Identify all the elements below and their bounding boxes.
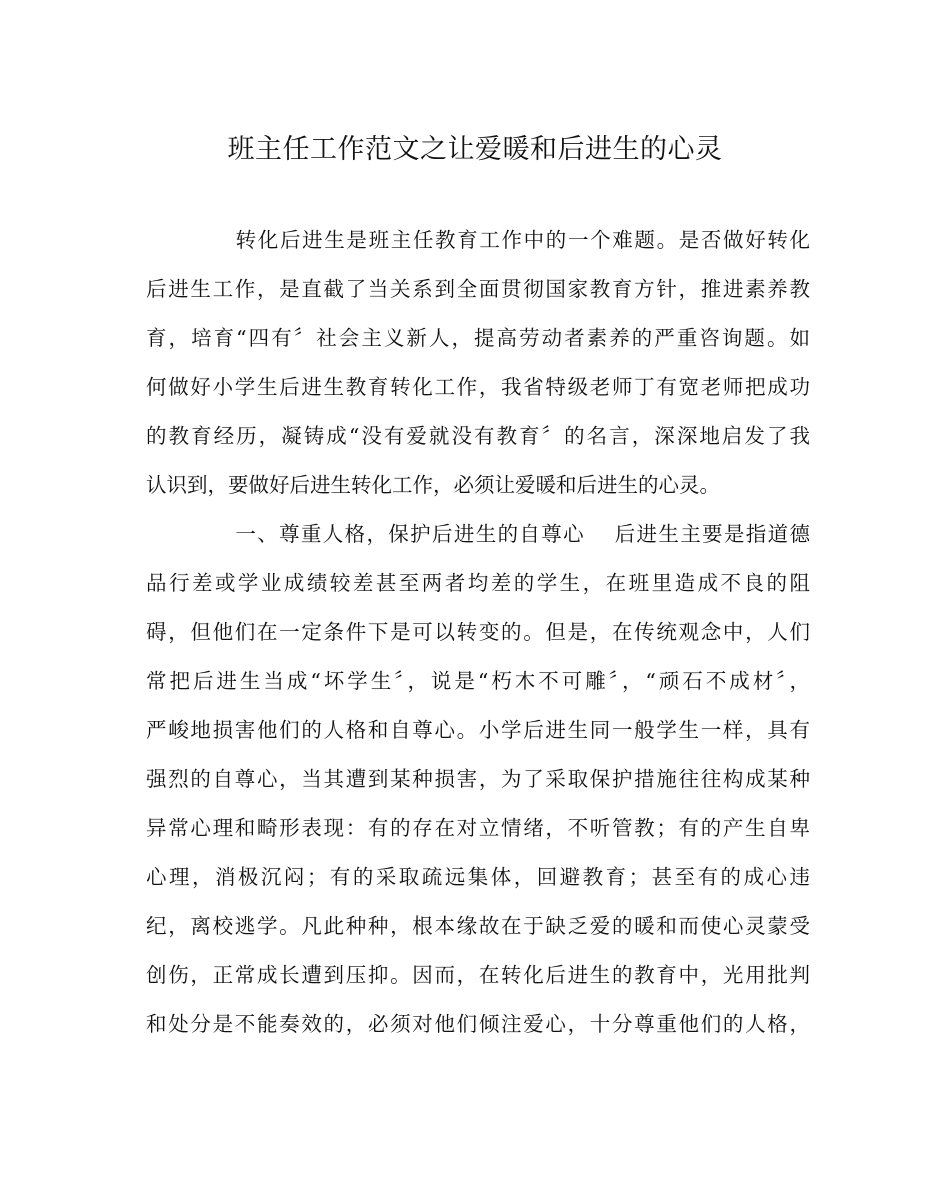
- paragraph-2-line-8: 心理，消极沉闷；有的采取疏远集体，回避教育；甚至有的成心违: [146, 865, 810, 889]
- document-title: 班主任工作范文之让爱暖和后进生的心灵: [227, 134, 723, 165]
- line-text: 一、尊重人格，保护后进生的自尊心 后进生主要是指道德: [234, 522, 810, 546]
- paragraph-1-line-5: 的教育经历，凝铸成“没有爱就没有教育〞的名言，深深地启发了我: [146, 424, 810, 448]
- paragraph-2-line-11: 和处分是不能奏效的，必须对他们倾注爱心，十分尊重他们的人格，: [146, 1012, 810, 1036]
- paragraph-1-line-2: 后进生工作，是直截了当关系到全面贯彻国家教育方针，推进素养教: [146, 277, 810, 301]
- paragraph-1-line-4: 何做好小学生后进生教育转化工作，我省特级老师丁有宽老师把成功: [146, 375, 810, 399]
- paragraph-2-line-3: 碍，但他们在一定条件下是可以转变的。但是，在传统观念中，人们: [146, 620, 810, 644]
- paragraph-2-line-6: 强烈的自尊心，当其遭到某种损害，为了采取保护措施往往构成某种: [146, 767, 810, 791]
- document-body: [146, 216, 810, 1049]
- paragraph-2-line-7: 异常心理和畸形表现：有的存在对立情绪，不听管教；有的产生自卑: [146, 816, 810, 840]
- paragraph-2-line-9: 纪，离校逃学。凡此种种，根本缘故在于缺乏爱的暖和而使心灵蒙受: [146, 914, 810, 938]
- paragraph-2-line-4: 常把后进生当成“坏学生〞，说是“朽木不可雕〞，“顽石不成材〞，: [146, 669, 810, 693]
- paragraph-1-line-1: [146, 216, 810, 265]
- paragraph-2-line-10: 创伤，正常成长遭到压抑。因而，在转化后进生的教育中，光用批判: [146, 963, 810, 987]
- paragraph-2-line-2: 品行差或学业成绩较差甚至两者均差的学生，在班里造成不良的阻: [146, 571, 810, 595]
- paragraph-1-line-3: 育，培育“四有〞社会主义新人，提高劳动者素养的严重咨询题。如: [146, 326, 810, 350]
- line-text: 转化后进生是班主任教育工作中的一个难题。是否做好转化: [234, 228, 810, 252]
- paragraph-2-line-1: [146, 510, 810, 559]
- paragraph-1-line-6: 认识到，要做好后进生转化工作，必须让爱暖和后进生的心灵。: [146, 473, 720, 497]
- paragraph-2-line-5: 严峻地损害他们的人格和自尊心。小学后进生同一般学生一样，具有: [146, 718, 810, 742]
